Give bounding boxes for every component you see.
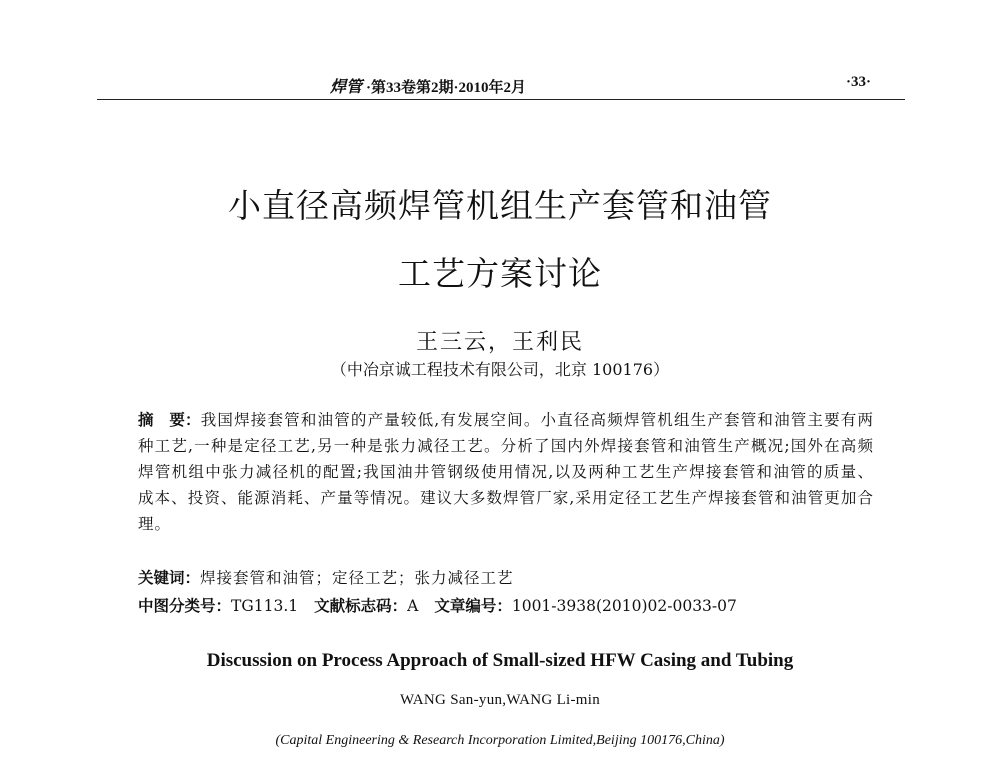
header-rule <box>97 99 905 100</box>
running-header <box>0 70 1000 100</box>
keywords-label: 关键词： <box>138 569 201 587</box>
article-no-label: 文章编号： <box>434 597 512 615</box>
english-affiliation: (Capital Engineering & Research Incorporation Limited,Beijing 100176,China) <box>275 733 725 748</box>
abstract-text: 我国焊接套管和油管的产量较低,有发展空间。小直径高频焊管机组生产套管和油管主要有两种工艺,一种是定径工艺,另一种是张力减径工艺。分析了国内外焊接套管和油管生产概况;国外在高频焊管机组中张力减径机的配置;我国油井管钢级使用情况,以及两种工艺生产焊接套管和油管的质量、成本、投资、能源消耗、产量等情况。建议大多数焊管厂家,采用定径工艺生产焊接套管和油管更加合理。 <box>138 411 874 533</box>
keywords <box>138 566 514 588</box>
page-number: ·33· <box>846 74 872 90</box>
clc-label: 中图分类号： <box>138 597 232 615</box>
abstract-label: 摘 要： <box>138 411 201 429</box>
affiliation: （中冶京诚工程技术有限公司，北京 100176） <box>330 360 670 379</box>
classification-line <box>138 594 737 616</box>
title-line-1: 小直径高频焊管机组生产套管和油管 <box>228 186 772 225</box>
english-title: Discussion on Process Approach of Small-sized HFW Casing and Tubing <box>206 650 794 671</box>
english-authors: WANG San-yun,WANG Li-min <box>399 692 601 708</box>
authors: 王三云，王利民 <box>415 330 584 355</box>
doc-code-value: A <box>407 597 419 615</box>
title-line-2: 工艺方案讨论 <box>398 254 602 293</box>
keywords-text: 焊接套管和油管；定径工艺；张力减径工艺 <box>200 569 514 587</box>
article-no-value: 1001-3938(2010)02-0033-07 <box>511 597 737 615</box>
doc-code-label: 文献标志码： <box>314 597 408 615</box>
journal-name: 焊管 <box>330 79 363 96</box>
journal-issue <box>330 74 526 97</box>
abstract <box>138 407 874 537</box>
issue-info: ·第33卷第2期·2010年2月 <box>366 80 527 96</box>
clc-value: TG113.1 <box>231 597 299 615</box>
